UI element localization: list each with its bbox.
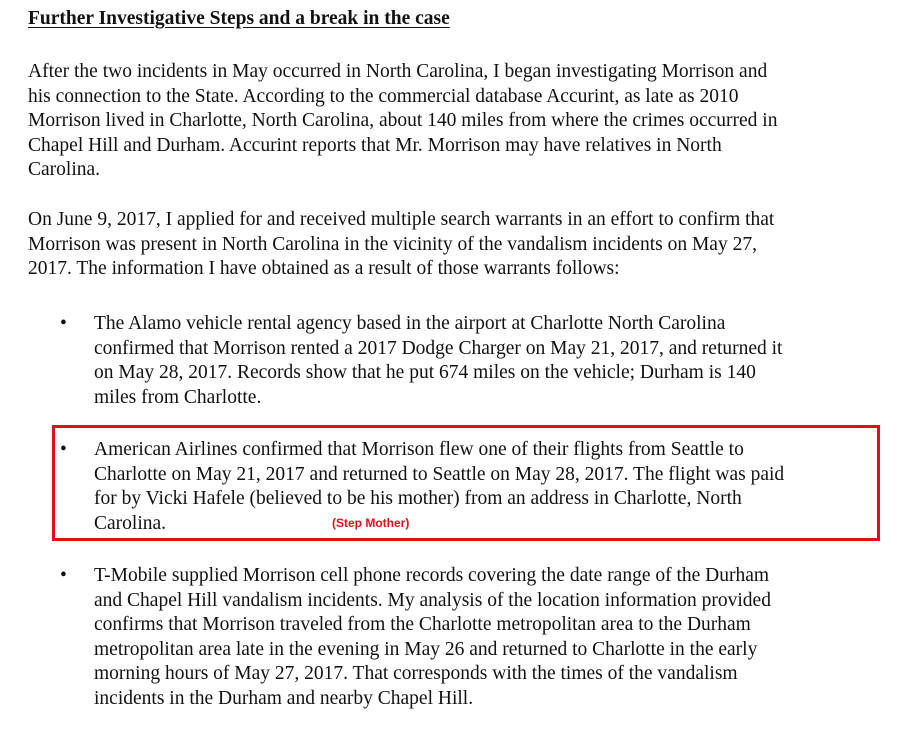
bullet-marker: • [60,439,67,460]
paragraph-line: On June 9, 2017, I applied for and received multiple search warrants in an effort to confirm that [28,209,775,230]
bullet-item-t-mobile [94,564,884,711]
bullet-line: American Airlines confirmed that Morrison flew one of their flights from Seattle to [94,439,744,460]
bullet-line: miles from Charlotte. [94,386,262,408]
bullet-marker: • [60,565,67,586]
bullet-item-american-airlines [94,438,884,536]
bullet-line: T-Mobile supplied Morrison cell phone records covering the date range of the Durham [94,565,770,586]
bullet-line: incidents in the Durham and nearby Chapel Hill. [94,687,474,709]
bullet-item-alamo [94,312,884,410]
bullet-line: morning hours of May 27, 2017. That corresponds with the times of the vandalism [94,663,738,684]
bullet-marker: • [60,313,67,334]
paragraph-line: his connection to the State. According to the commercial database Accurint, as late as 2010 [28,85,739,107]
paragraph-line: Chapel Hill and Durham. Accurint reports that Mr. Morrison may have relatives in North [28,134,722,156]
bullet-line: and Chapel Hill vandalism incidents. My analysis of the location information provided [94,589,771,611]
paragraph-line: Carolina. [28,159,101,180]
paragraph-accurint [28,60,888,183]
paragraph-line: 2017. The information I have obtained as a result of those warrants follows: [28,258,620,279]
bullet-line: confirmed that Morrison rented a 2017 Dodge Charger on May 21, 2017, and returned it [94,337,783,359]
bullet-line: for by Vicki Hafele (believed to be his mother) from an address in Charlotte, North [94,488,742,509]
bullet-line: confirms that Morrison traveled from the Charlotte metropolitan area to the Durham [94,614,751,635]
paragraph-search-warrants [28,208,888,282]
section-heading: Further Investigative Steps and a break in the case [28,8,450,29]
step-mother-annotation: (Step Mother) [332,516,410,530]
bullet-line: on May 28, 2017. Records show that he put 674 miles on the vehicle; Durham is 140 [94,362,756,383]
bullet-line: The Alamo vehicle rental agency based in the airport at Charlotte North Carolina [94,313,726,334]
paragraph-line: Morrison was present in North Carolina in the vicinity of the vandalism incidents on May 27, [28,233,757,255]
paragraph-line: After the two incidents in May occurred in North Carolina, I began investigating Morrison and [28,61,768,82]
bullet-line: Charlotte on May 21, 2017 and returned to Seattle on May 28, 2017. The flight was paid [94,463,785,485]
paragraph-line: Morrison lived in Charlotte, North Carolina, about 140 miles from where the crimes occurred in [28,110,778,131]
bullet-line: Carolina. [94,512,167,534]
bullet-line: metropolitan area late in the evening in May 26 and returned to Charlotte in the early [94,638,758,660]
